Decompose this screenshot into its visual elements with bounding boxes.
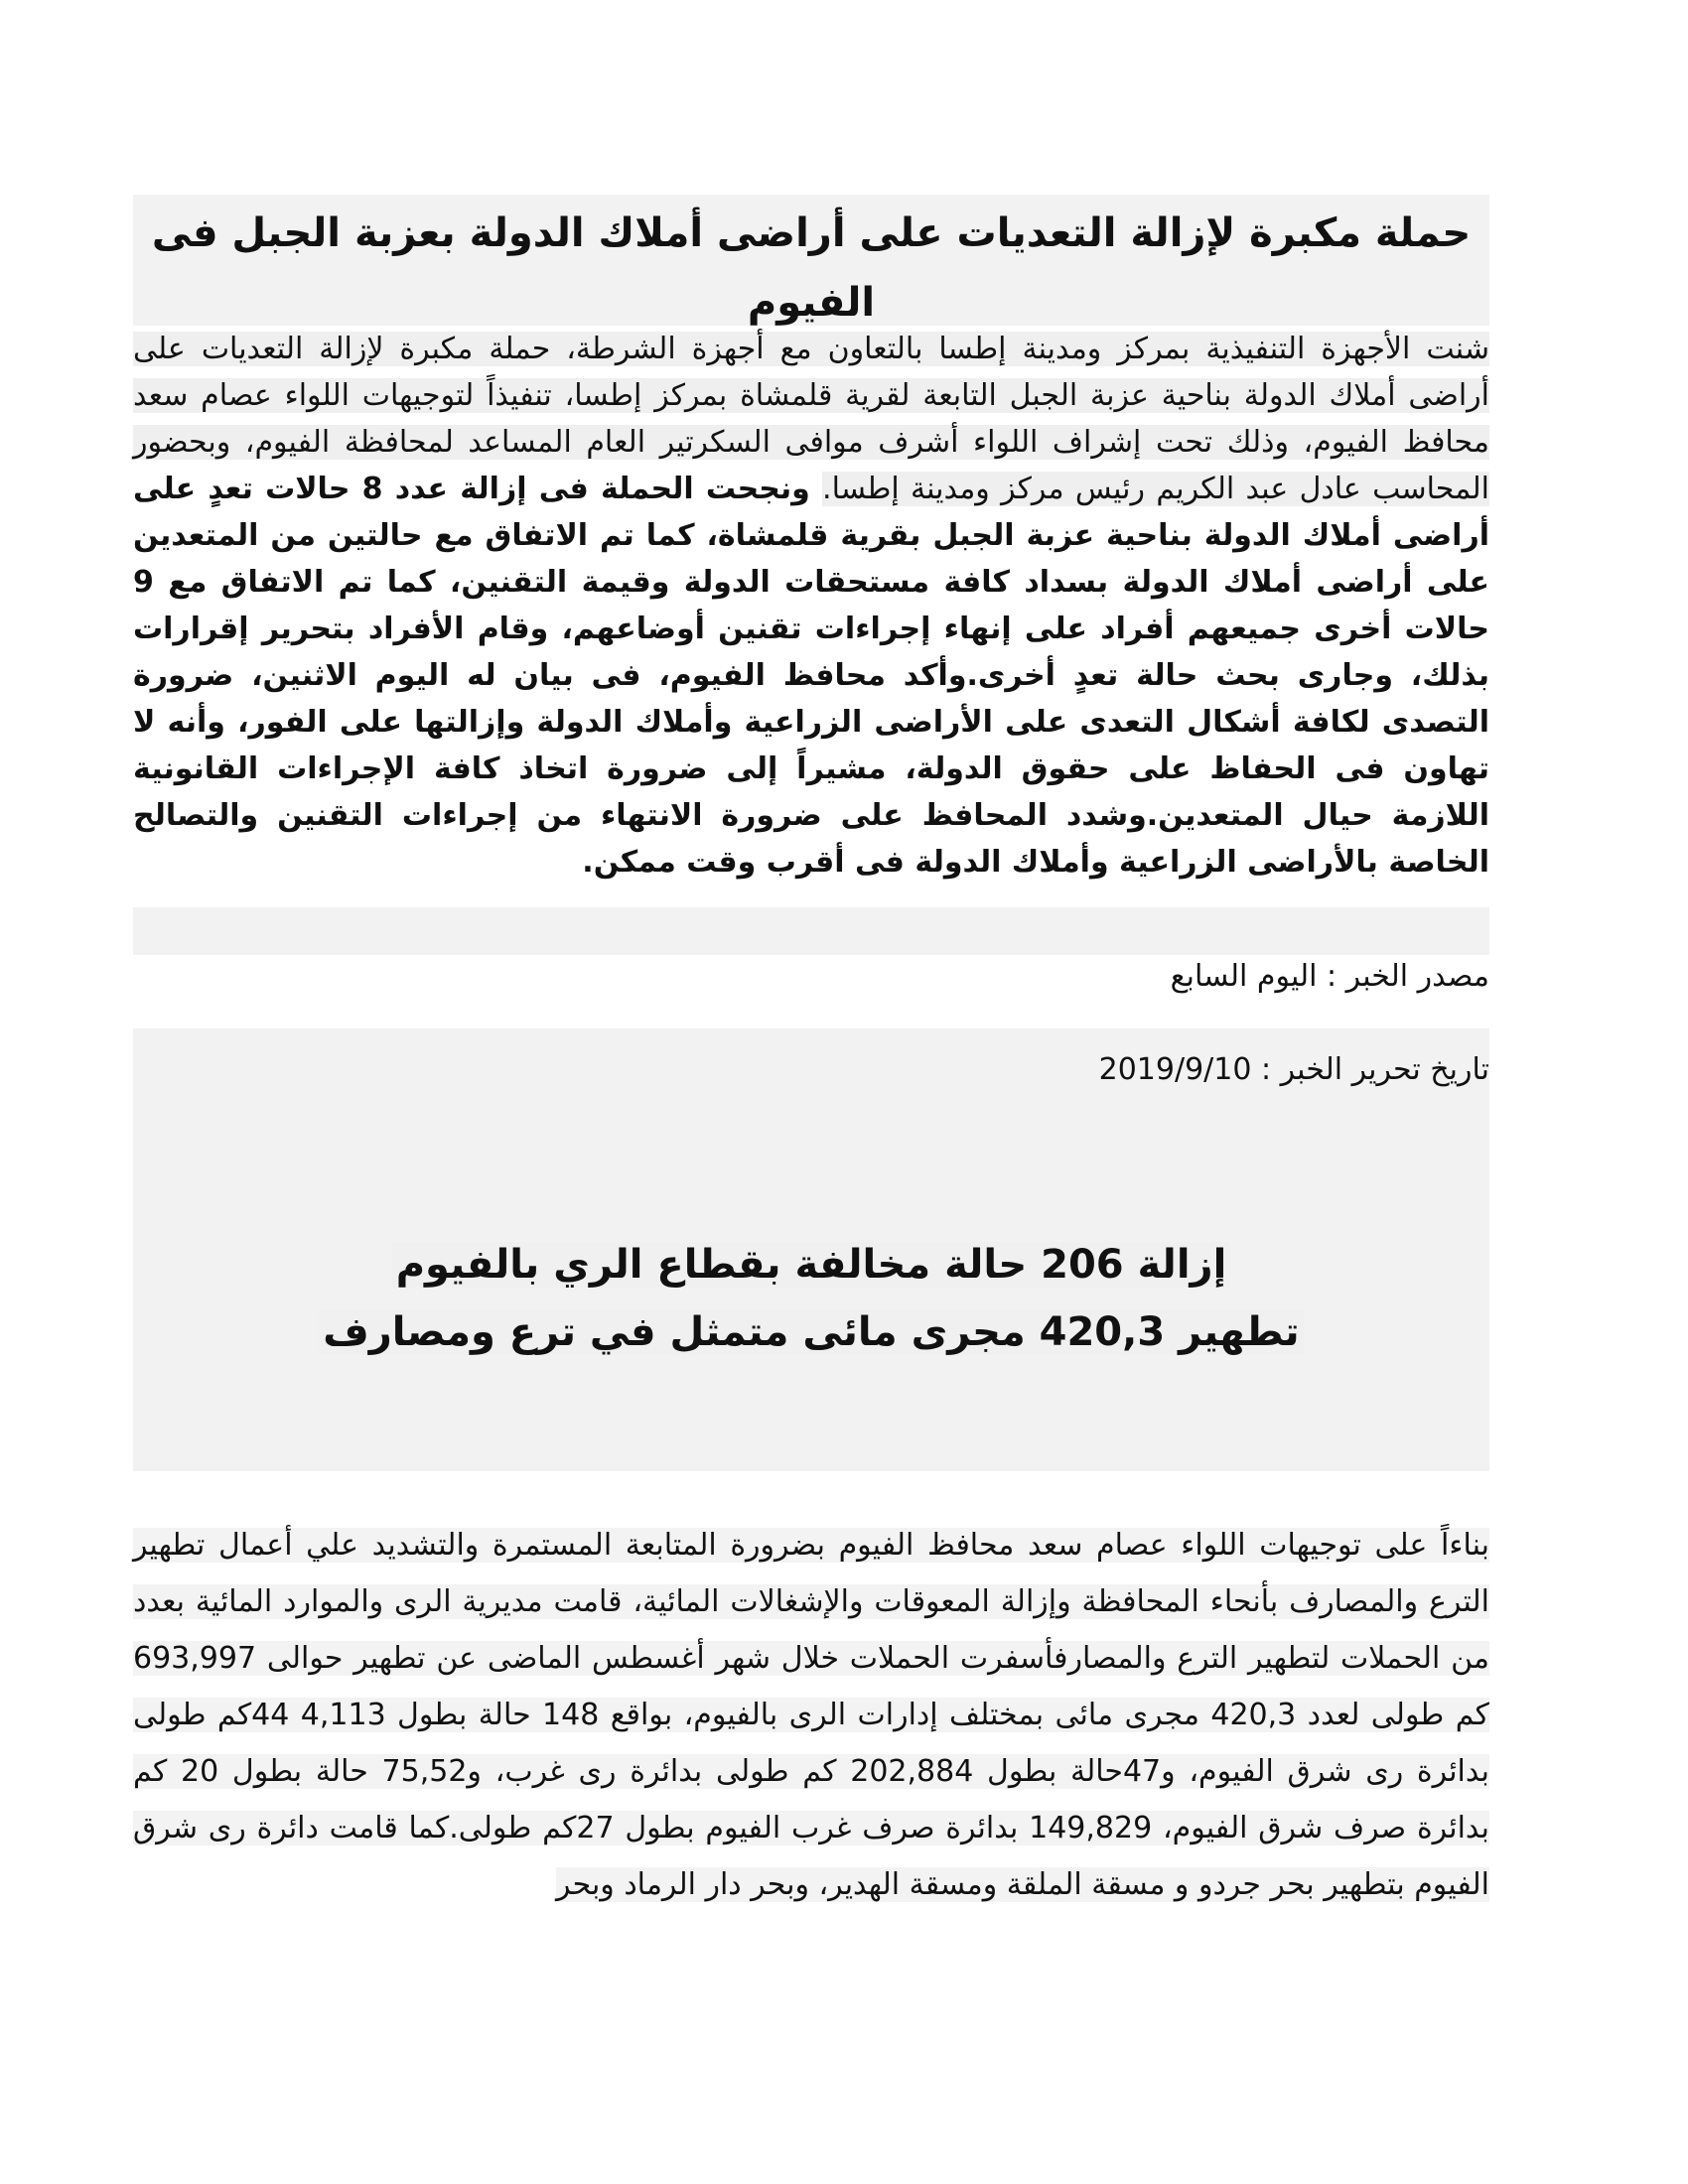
article-2-title-line-2 [133,1298,1489,1366]
article-1-body-intro: شنت الأجهزة التنفيذية بمركز ومدينة إطسا بالتعاون مع أجهزة الشرطة، حملة مكبرة لإزالة التعديات على أراضى أملاك الدولة بناحية عزبة الجبل التابعة لقرية قلمشاة بمركز إطسا، تنفيذاً لتوجيهات اللواء عصام سعد محافظ الفيوم، وذلك تحت إشراف اللواء أشرف موافى السكرتير العام المساعد لمحافظة الفيوم، وبحضور المحاسب عادل عبد الكريم رئيس مركز ومدينة إطسا. [133,332,1489,506]
article-2-body-text: بناءاً على توجيهات اللواء عصام سعد محافظ الفيوم بضرورة المتابعة المستمرة والتشديد علي أعمال تطهير الترع والمصارف بأنحاء المحافظة وإزالة المعوقات والإشغالات المائية، قامت مديرية الرى والموارد المائية بعدد من الحملات لتطهير الترع والمصارفأسفرت الحملات خلال شهر أغسطس الماضى عن تطهير حوالى 693,997 كم طولى لعدد 420,3 مجرى مائى بمختلف إدارات الرى بالفيوم، بواقع 148 حالة بطول 4,113 44كم طولى بدائرة رى شرق الفيوم، و47حالة بطول 202,884 كم طولى بدائرة رى غرب، و75,52 حالة بطول 20 كم بدائرة صرف شرق الفيوم، 149,829 بدائرة صرف غرب الفيوم بطول 27كم طولى.كما قامت دائرة رى شرق الفيوم بتطهير بحر جردو و مسقة الملقة ومسقة الهدير، وبحر دار الرماد وبحر [133,1528,1490,1902]
article-1-date: تاريخ تحرير الخبر : 2019/9/10 [1098,1052,1489,1087]
article-2-body [133,1517,1489,1913]
separator-band [133,907,1489,955]
article-1-title: حملة مكبرة لإزالة التعديات على أراضى أملاك الدولة بعزبة الجبل فى الفيوم [151,210,1472,326]
article-1-body [133,326,1489,886]
article-2-title-line-1-text: إزالة 206 حالة مخالفة بقطاع الري بالفيوم [392,1242,1231,1288]
article-2-title-line-1 [133,1231,1489,1298]
article-1-body-main: ونجحت الحملة فى إزالة عدد 8 حالات تعدٍ على أراضى أملاك الدولة بناحية عزبة الجبل بقرية قلمشاة، كما تم الاتفاق مع حالتين من المتعدين على أراضى أملاك الدولة بسداد كافة مستحقات الدولة وقيمة التقنين، كما تم الاتفاق مع 9 حالات أخرى جميعهم أفراد على إنهاء إجراءات تقنين أوضاعهم، وقام الأفراد بتحرير إقرارات بذلك، وجارى بحث حالة تعدٍ أخرى.وأكد محافظ الفيوم، فى بيان له اليوم الاثنين، ضرورة التصدى لكافة أشكال التعدى على الأراضى الزراعية وأملاك الدولة وإزالتها على الفور، وأنه لا تهاون فى الحفاظ على حقوق الدولة، مشيراً إلى ضرورة اتخاذ كافة الإجراءات القانونية اللازمة حيال المتعدين.وشدد المحافظ على ضرورة الانتهاء من إجراءات التقنين والتصالح الخاصة بالأراضى الزراعية وأملاك الدولة فى أقرب وقت ممكن. [133,472,1489,880]
article-1-source: مصدر الخبر : اليوم السابع [1170,959,1489,994]
article-2-title-line-2-text: تطهير 420,3 مجرى مائى متمثل في ترع ومصارف [319,1309,1303,1355]
